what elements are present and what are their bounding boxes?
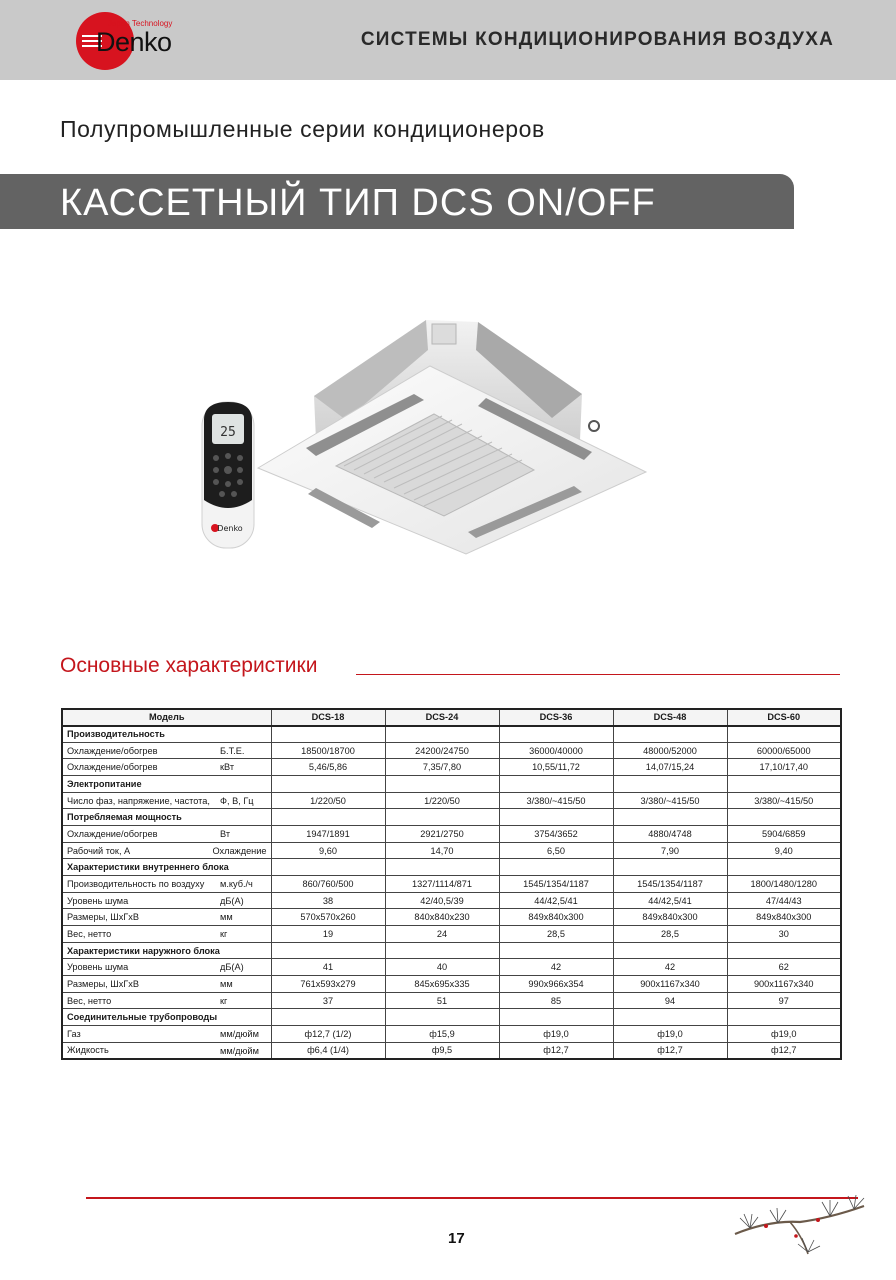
table-row — [62, 759, 841, 776]
group-label: Соединительные трубопроводы — [62, 1009, 271, 1026]
table-row — [62, 926, 841, 943]
parameter-cell — [62, 759, 271, 776]
table-group-row — [62, 776, 841, 793]
value-cell: 3/380/~415/50 — [613, 792, 727, 809]
table-row — [62, 959, 841, 976]
value-cell: 9,40 — [727, 842, 841, 859]
header-title: СИСТЕМЫ КОНДИЦИОНИРОВАНИЯ ВОЗДУХА — [360, 29, 834, 50]
unit-label: Б.Т.Е. — [220, 745, 245, 756]
remote-control-icon — [202, 402, 254, 548]
group-label: Электропитание — [62, 776, 271, 793]
parameter-cell — [62, 1042, 271, 1059]
value-cell: 19 — [271, 926, 385, 943]
value-cell: 42 — [499, 959, 613, 976]
page-header — [0, 0, 896, 80]
section-title: Основные характеристики — [60, 654, 318, 677]
value-cell: 44/42,5/41 — [499, 892, 613, 909]
value-cell: 900x1167x340 — [613, 976, 727, 993]
value-cell: 3/380/~415/50 — [727, 792, 841, 809]
table-row — [62, 876, 841, 893]
value-cell: 840x840x230 — [385, 909, 499, 926]
value-cell: 3754/3652 — [499, 826, 613, 843]
table-group-row — [62, 942, 841, 959]
value-cell: 94 — [613, 992, 727, 1009]
value-cell: 761x593x279 — [271, 976, 385, 993]
parameter-label: Охлаждение/обогрев — [67, 828, 158, 839]
logo-name: Denko — [96, 27, 172, 57]
column-header-model: Модель — [62, 709, 271, 726]
value-cell: 28,5 — [613, 926, 727, 943]
empty-cell — [385, 942, 499, 959]
value-cell: 900x1167x340 — [727, 976, 841, 993]
value-cell: 7,90 — [613, 842, 727, 859]
table-group-row — [62, 726, 841, 743]
column-header-dcs-18: DCS-18 — [271, 709, 385, 726]
value-cell: 36000/40000 — [499, 742, 613, 759]
table-row — [62, 1042, 841, 1059]
value-cell: 1/220/50 — [271, 792, 385, 809]
value-cell: 24200/24750 — [385, 742, 499, 759]
unit-label: дБ(А) — [220, 895, 244, 906]
value-cell: 845x695x335 — [385, 976, 499, 993]
empty-cell — [727, 1009, 841, 1026]
parameter-cell — [62, 742, 271, 759]
value-cell: ф19,0 — [499, 1026, 613, 1043]
empty-cell — [613, 776, 727, 793]
value-cell: 85 — [499, 992, 613, 1009]
value-cell: ф12,7 — [613, 1042, 727, 1059]
value-cell: 4880/4748 — [613, 826, 727, 843]
value-cell: 1545/1354/1187 — [499, 876, 613, 893]
value-cell: 570x570x260 — [271, 909, 385, 926]
table-row — [62, 1026, 841, 1043]
parameter-cell — [62, 976, 271, 993]
value-cell: 1800/1480/1280 — [727, 876, 841, 893]
value-cell: 6,50 — [499, 842, 613, 859]
table-row — [62, 742, 841, 759]
table-body — [62, 726, 841, 1060]
value-cell: 10,55/11,72 — [499, 759, 613, 776]
parameter-label: Рабочий ток, А — [67, 845, 131, 856]
value-cell: 1947/1891 — [271, 826, 385, 843]
parameter-cell — [62, 876, 271, 893]
parameter-label: Охлаждение/обогрев — [67, 745, 158, 756]
table-row — [62, 842, 841, 859]
table-row — [62, 826, 841, 843]
empty-cell — [727, 726, 841, 743]
unit-label: мм — [220, 979, 233, 990]
empty-cell — [271, 942, 385, 959]
parameter-cell — [62, 926, 271, 943]
value-cell: 849x840x300 — [499, 909, 613, 926]
value-cell: 849x840x300 — [727, 909, 841, 926]
empty-cell — [385, 1009, 499, 1026]
empty-cell — [613, 809, 727, 826]
parameter-cell — [62, 909, 271, 926]
unit-label: мм — [220, 912, 233, 923]
value-cell: ф6,4 (1/4) — [271, 1042, 385, 1059]
unit-label: мм/дюйм — [220, 1045, 259, 1056]
empty-cell — [271, 809, 385, 826]
value-cell: 17,10/17,40 — [727, 759, 841, 776]
empty-cell — [385, 776, 499, 793]
value-cell: 62 — [727, 959, 841, 976]
value-cell: 1/220/50 — [385, 792, 499, 809]
denko-logo — [76, 12, 216, 72]
unit-label: м.куб./ч — [220, 879, 253, 890]
unit-label: Охлаждение — [212, 845, 267, 856]
table-group-row — [62, 809, 841, 826]
empty-cell — [271, 859, 385, 876]
unit-label: кВт — [220, 762, 235, 773]
parameter-label: Размеры, ШхГхВ — [67, 978, 139, 989]
value-cell: 42/40,5/39 — [385, 892, 499, 909]
parameter-cell — [62, 959, 271, 976]
table-header — [62, 709, 841, 726]
table-row — [62, 892, 841, 909]
empty-cell — [613, 942, 727, 959]
table-row — [62, 976, 841, 993]
value-cell: 2921/2750 — [385, 826, 499, 843]
empty-cell — [727, 809, 841, 826]
logo-tagline: Japan Technology — [108, 19, 173, 28]
page-subtitle: Полупромышленные серии кондиционеров — [60, 116, 545, 142]
value-cell: 5904/6859 — [727, 826, 841, 843]
value-cell: 1545/1354/1187 — [613, 876, 727, 893]
value-cell: 990x966x354 — [499, 976, 613, 993]
column-header-dcs-60: DCS-60 — [727, 709, 841, 726]
value-cell: 7,35/7,80 — [385, 759, 499, 776]
specifications-table — [61, 708, 842, 1060]
empty-cell — [385, 809, 499, 826]
banner-title: КАССЕТНЫЙ ТИП DCS ON/OFF — [60, 182, 656, 224]
value-cell: 18500/18700 — [271, 742, 385, 759]
value-cell: 1327/1114/871 — [385, 876, 499, 893]
value-cell: 42 — [613, 959, 727, 976]
value-cell: ф15,9 — [385, 1026, 499, 1043]
column-header-dcs-48: DCS-48 — [613, 709, 727, 726]
empty-cell — [385, 726, 499, 743]
parameter-label: Жидкость — [67, 1045, 109, 1056]
section-divider — [356, 674, 840, 675]
value-cell: 41 — [271, 959, 385, 976]
parameter-cell — [62, 1026, 271, 1043]
empty-cell — [499, 942, 613, 959]
value-cell: 24 — [385, 926, 499, 943]
unit-label: дБ(А) — [220, 962, 244, 973]
value-cell: 3/380/~415/50 — [499, 792, 613, 809]
table-group-row — [62, 1009, 841, 1026]
empty-cell — [499, 859, 613, 876]
value-cell: 97 — [727, 992, 841, 1009]
parameter-cell — [62, 892, 271, 909]
parameter-cell — [62, 792, 271, 809]
value-cell: 47/44/43 — [727, 892, 841, 909]
group-label: Потребляемая мощность — [62, 809, 271, 826]
value-cell: 5,46/5,86 — [271, 759, 385, 776]
empty-cell — [499, 1009, 613, 1026]
value-cell: 14,07/15,24 — [613, 759, 727, 776]
value-cell: ф12,7 — [499, 1042, 613, 1059]
parameter-cell — [62, 826, 271, 843]
value-cell: 38 — [271, 892, 385, 909]
value-cell: 860/760/500 — [271, 876, 385, 893]
value-cell: 48000/52000 — [613, 742, 727, 759]
value-cell: 849x840x300 — [613, 909, 727, 926]
cassette-unit-icon — [258, 320, 646, 554]
value-cell: 37 — [271, 992, 385, 1009]
unit-label: кг — [220, 929, 228, 940]
empty-cell — [271, 776, 385, 793]
empty-cell — [613, 726, 727, 743]
remote-display: 25 — [220, 425, 236, 440]
empty-cell — [727, 942, 841, 959]
empty-cell — [499, 809, 613, 826]
value-cell: ф19,0 — [613, 1026, 727, 1043]
column-header-dcs-24: DCS-24 — [385, 709, 499, 726]
value-cell: ф19,0 — [727, 1026, 841, 1043]
empty-cell — [499, 726, 613, 743]
pine-branch-icon — [730, 1192, 870, 1262]
table-row — [62, 992, 841, 1009]
empty-cell — [613, 859, 727, 876]
value-cell: 40 — [385, 959, 499, 976]
product-image — [196, 310, 656, 560]
empty-cell — [385, 859, 499, 876]
parameter-cell — [62, 842, 271, 859]
parameter-label: Газ — [67, 1028, 81, 1039]
parameter-label: Уровень шума — [67, 895, 129, 906]
empty-cell — [499, 776, 613, 793]
unit-label: мм/дюйм — [220, 1029, 259, 1040]
parameter-cell — [62, 992, 271, 1009]
unit-label: Вт — [220, 829, 231, 840]
parameter-label: Вес, нетто — [67, 928, 112, 939]
empty-cell — [271, 726, 385, 743]
parameter-label: Производительность по воздуху — [67, 878, 205, 889]
column-header-dcs-36: DCS-36 — [499, 709, 613, 726]
group-label: Производительность — [62, 726, 271, 743]
unit-label: Ф, В, Гц — [220, 795, 254, 806]
group-label: Характеристики наружного блока — [62, 942, 271, 959]
title-banner — [0, 174, 794, 229]
value-cell: 30 — [727, 926, 841, 943]
value-cell: 28,5 — [499, 926, 613, 943]
value-cell: ф12,7 — [727, 1042, 841, 1059]
value-cell: 9,60 — [271, 842, 385, 859]
parameter-label: Число фаз, напряжение, частота, — [67, 795, 210, 806]
empty-cell — [271, 1009, 385, 1026]
unit-label: кг — [220, 995, 228, 1006]
page-number: 17 — [448, 1230, 465, 1247]
table-group-row — [62, 859, 841, 876]
remote-logo: Denko — [217, 524, 243, 533]
value-cell: 44/42,5/41 — [613, 892, 727, 909]
value-cell: ф12,7 (1/2) — [271, 1026, 385, 1043]
empty-cell — [613, 1009, 727, 1026]
empty-cell — [727, 776, 841, 793]
table-row — [62, 909, 841, 926]
value-cell: ф9,5 — [385, 1042, 499, 1059]
parameter-label: Размеры, ШхГхВ — [67, 912, 139, 923]
value-cell: 14,70 — [385, 842, 499, 859]
parameter-label: Охлаждение/обогрев — [67, 762, 158, 773]
group-label: Характеристики внутреннего блока — [62, 859, 271, 876]
value-cell: 60000/65000 — [727, 742, 841, 759]
table-row — [62, 792, 841, 809]
value-cell: 51 — [385, 992, 499, 1009]
parameter-label: Уровень шума — [67, 962, 129, 973]
parameter-label: Вес, нетто — [67, 995, 112, 1006]
empty-cell — [727, 859, 841, 876]
